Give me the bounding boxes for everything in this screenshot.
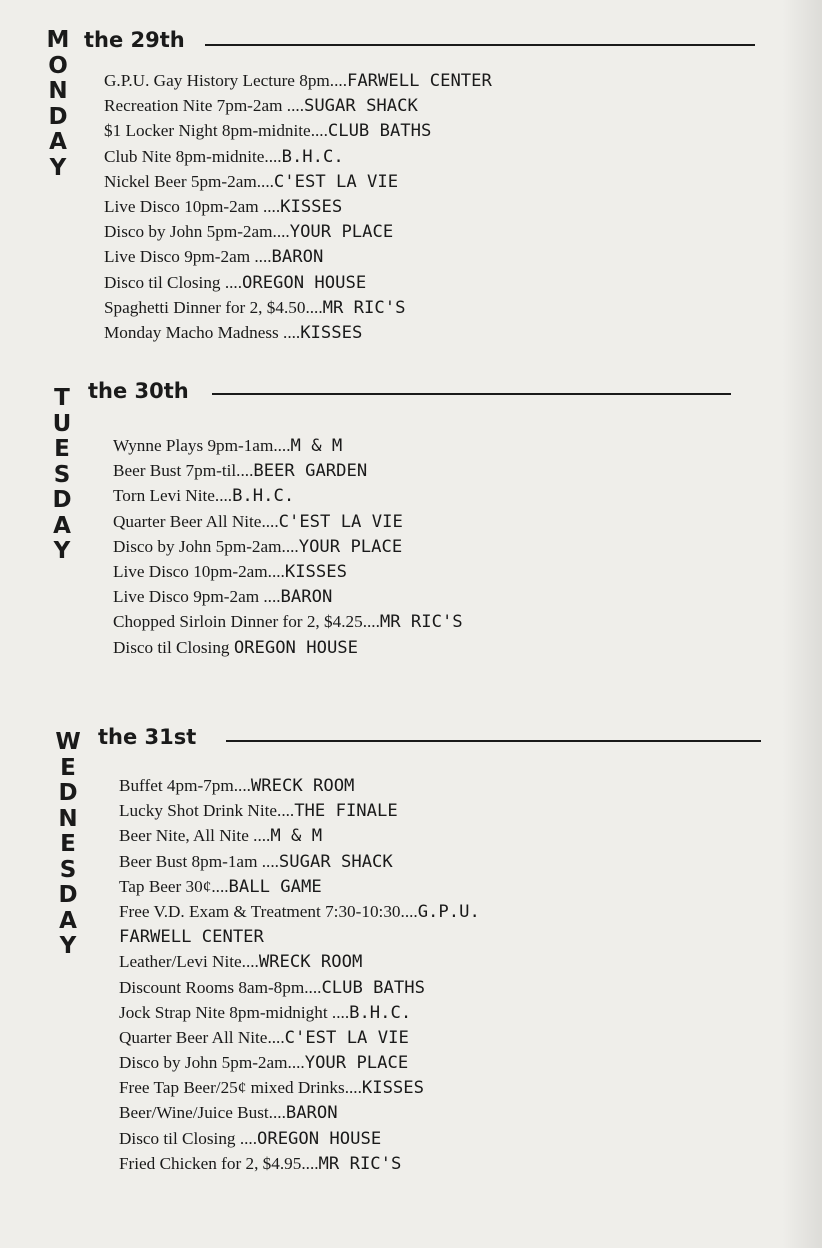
event-line [104,144,492,169]
event-venue: M & M [270,826,323,847]
event-list [113,433,463,660]
event-line [119,1126,480,1151]
event-venue: BARON [280,587,333,608]
event-venue: G.P.U. [417,901,480,922]
event-venue: BARON [271,247,324,268]
event-venue: SUGAR SHACK [278,851,393,872]
day-letter: M [46,27,70,53]
day-letter: E [60,754,76,781]
event-line [119,1050,480,1075]
event-venue: YOUR PLACE [304,1053,409,1074]
event-line [119,798,480,823]
leader-dots: .... [331,1002,350,1022]
event-description: Disco by John 5pm-2am [113,536,282,556]
event-venue: BARON [285,1103,338,1124]
leader-dots: .... [286,96,304,116]
day-letter: D [58,882,78,908]
event-line [119,823,480,848]
leader-dots: .... [211,876,229,896]
event-line [104,169,492,194]
day-letter: D [52,487,72,513]
leader-dots: .... [239,1128,257,1148]
day-letter: D [48,103,68,130]
event-description: Recreation Nite 7pm-2am [104,96,287,116]
event-description: Live Disco 10pm-2am [104,196,263,216]
leader-dots: .... [400,901,418,921]
event-venue: CLUB BATHS [327,121,432,142]
event-line [113,433,463,458]
event-description: Torn Levi Nite [113,486,215,506]
event-description: Beer/Wine/Juice Bust [119,1103,269,1123]
date-heading: the 31st [98,725,197,749]
leader-dots: .... [305,297,323,317]
leader-dots: .... [301,1153,319,1173]
day-letter: S [53,461,71,488]
day-letter: A [59,907,77,934]
event-description: Live Disco 9pm-2am [113,587,264,607]
leader-dots: .... [254,247,272,267]
day-letter: N [48,78,68,104]
event-line [119,1000,480,1025]
event-line [119,949,480,974]
event-venue: YOUR PLACE [298,536,403,557]
event-line [113,584,463,609]
leader-dots: .... [268,1103,286,1123]
leader-dots: .... [261,511,279,531]
event-line [119,1075,480,1100]
event-venue: OREGON HOUSE [257,1128,382,1149]
event-description: Buffet 4pm-7pm [119,776,234,795]
heading-rule [212,393,731,395]
event-venue: B.H.C. [281,146,344,167]
event-line [104,68,492,93]
day-letter: E [60,831,76,857]
leader-dots: .... [262,196,281,216]
event-description: Disco by John 5pm-2am [104,222,273,242]
event-venue: CLUB BATHS [321,977,425,998]
event-description: Quarter Beer All Nite [113,511,262,531]
event-description: Beer Nite, All Nite [119,826,254,846]
day-letter: Y [53,538,71,564]
day-letter: Y [49,154,67,181]
event-line [113,609,463,634]
leader-dots: .... [283,322,301,342]
event-venue: MR RIC'S [322,297,406,318]
day-word-tuesday [47,386,77,565]
day-letter: A [53,512,71,539]
event-venue: KISSES [361,1078,424,1099]
heading-rule [205,44,755,46]
day-letter: T [54,385,70,411]
leader-dots: .... [267,1027,285,1047]
event-venue: OREGON HOUSE [242,272,367,293]
event-line [104,270,492,295]
event-line [119,1025,480,1050]
event-line [119,924,480,949]
leader-dots: .... [224,272,242,292]
event-line [119,899,480,924]
leader-dots: .... [267,561,285,581]
leader-dots: .... [253,826,271,846]
leader-dots: .... [362,612,380,632]
event-venue: M & M [290,436,343,456]
event-line [113,635,463,660]
event-description: Club Nite 8pm-midnite [104,146,265,166]
event-description: Free Tap Beer/25¢ mixed Drinks [119,1078,345,1098]
day-letter: N [58,805,78,832]
event-description: Leather/Levi Nite [119,952,242,972]
leader-dots: .... [281,536,299,556]
leader-dots: .... [214,486,233,506]
leader-dots: .... [310,121,328,141]
day-letter: E [54,436,70,462]
day-letter: A [49,129,67,155]
event-venue: OREGON HOUSE [233,637,358,658]
event-line [119,773,480,798]
event-venue: C'EST LA VIE [284,1027,409,1048]
event-description: G.P.U. Gay History Lecture 8pm [104,71,330,90]
event-description: $1 Locker Night 8pm-midnite [104,121,311,141]
leader-dots: .... [241,952,259,972]
event-line [119,975,480,1000]
event-description: Disco til Closing [119,1128,240,1148]
event-line [104,219,492,244]
event-line [119,874,480,899]
heading-rule [226,740,761,742]
page-edge-shadow [782,0,822,1248]
event-line [104,118,492,143]
event-venue: KISSES [300,322,363,343]
day-letter: W [55,729,81,755]
event-description: Jock Strap Nite 8pm-midnight [119,1002,332,1022]
event-description: Tap Beer 30¢ [119,876,212,896]
leader-dots: .... [272,222,290,242]
event-venue: WRECK ROOM [250,776,355,796]
leader-dots: .... [236,461,254,481]
leader-dots: .... [287,1053,305,1073]
leader-dots: .... [344,1078,362,1098]
leader-dots: .... [256,171,274,191]
event-venue: BEER GARDEN [253,461,368,482]
leader-dots: .... [277,801,295,821]
event-description: Discount Rooms 8am-8pm [119,977,305,997]
day-letter: U [52,410,72,437]
event-venue: MR RIC'S [379,612,463,633]
day-letter: O [48,52,68,79]
leader-dots: .... [273,436,291,455]
event-venue: MR RIC'S [318,1153,402,1174]
event-line [113,559,463,584]
event-line [113,483,463,508]
leader-dots: .... [329,71,347,90]
leader-dots: .... [261,851,279,871]
date-heading: the 30th [88,379,189,403]
event-description: Fried Chicken for 2, $4.95 [119,1153,302,1173]
event-line [104,295,492,320]
day-letter: Y [59,933,77,959]
event-description: Monday Macho Madness [104,322,284,342]
event-description: Live Disco 9pm-2am [104,247,255,267]
event-list [119,773,480,1176]
leader-dots: .... [304,977,322,997]
event-description: Nickel Beer 5pm-2am [104,171,257,191]
event-line [113,534,463,559]
event-description: Disco til Closing [113,637,234,657]
event-line [104,93,492,118]
event-line [119,1100,480,1125]
event-description: Beer Bust 8pm-1am [119,851,262,871]
event-description: Quarter Beer All Nite [119,1027,268,1047]
event-venue: KISSES [284,561,347,582]
event-venue: THE FINALE [294,801,398,822]
event-line [113,509,463,534]
event-description: Disco til Closing [104,272,225,292]
event-venue: C'EST LA VIE [273,171,399,192]
event-venue: B.H.C. [232,486,295,507]
leader-dots: .... [263,587,281,607]
event-venue: WRECK ROOM [258,952,363,973]
event-venue: SUGAR SHACK [303,96,418,117]
event-description: Wynne Plays 9pm-1am [113,436,274,455]
event-line [104,194,492,219]
event-description: Chopped Sirloin Dinner for 2, $4.25 [113,612,363,632]
leader-dots: .... [264,146,282,166]
event-venue: B.H.C. [349,1002,412,1023]
day-letter: D [58,780,78,806]
event-line [119,849,480,874]
event-description: Lucky Shot Drink Nite [119,801,278,821]
event-venue: C'EST LA VIE [278,511,403,532]
leader-dots: .... [233,776,251,795]
event-venue: FARWELL CENTER [346,71,492,91]
event-line [104,320,492,345]
event-description: Free V.D. Exam & Treatment 7:30-10:30 [119,901,401,921]
event-list [104,68,492,345]
event-description: Spaghetti Dinner for 2, $4.50 [104,297,306,317]
event-line [119,1151,480,1176]
event-description: Beer Bust 7pm-til [113,461,237,481]
event-description: Live Disco 10pm-2am [113,561,268,581]
event-venue: FARWELL CENTER [119,927,264,948]
event-description: Disco by John 5pm-2am [119,1053,288,1073]
date-heading: the 29th [84,28,185,52]
event-line [113,458,463,483]
event-line [104,244,492,269]
event-venue: BALL GAME [228,876,322,897]
event-venue: YOUR PLACE [289,222,394,243]
event-venue: KISSES [280,196,343,217]
day-letter: S [59,856,77,883]
day-word-monday [43,28,73,181]
day-word-wednesday [53,730,83,960]
